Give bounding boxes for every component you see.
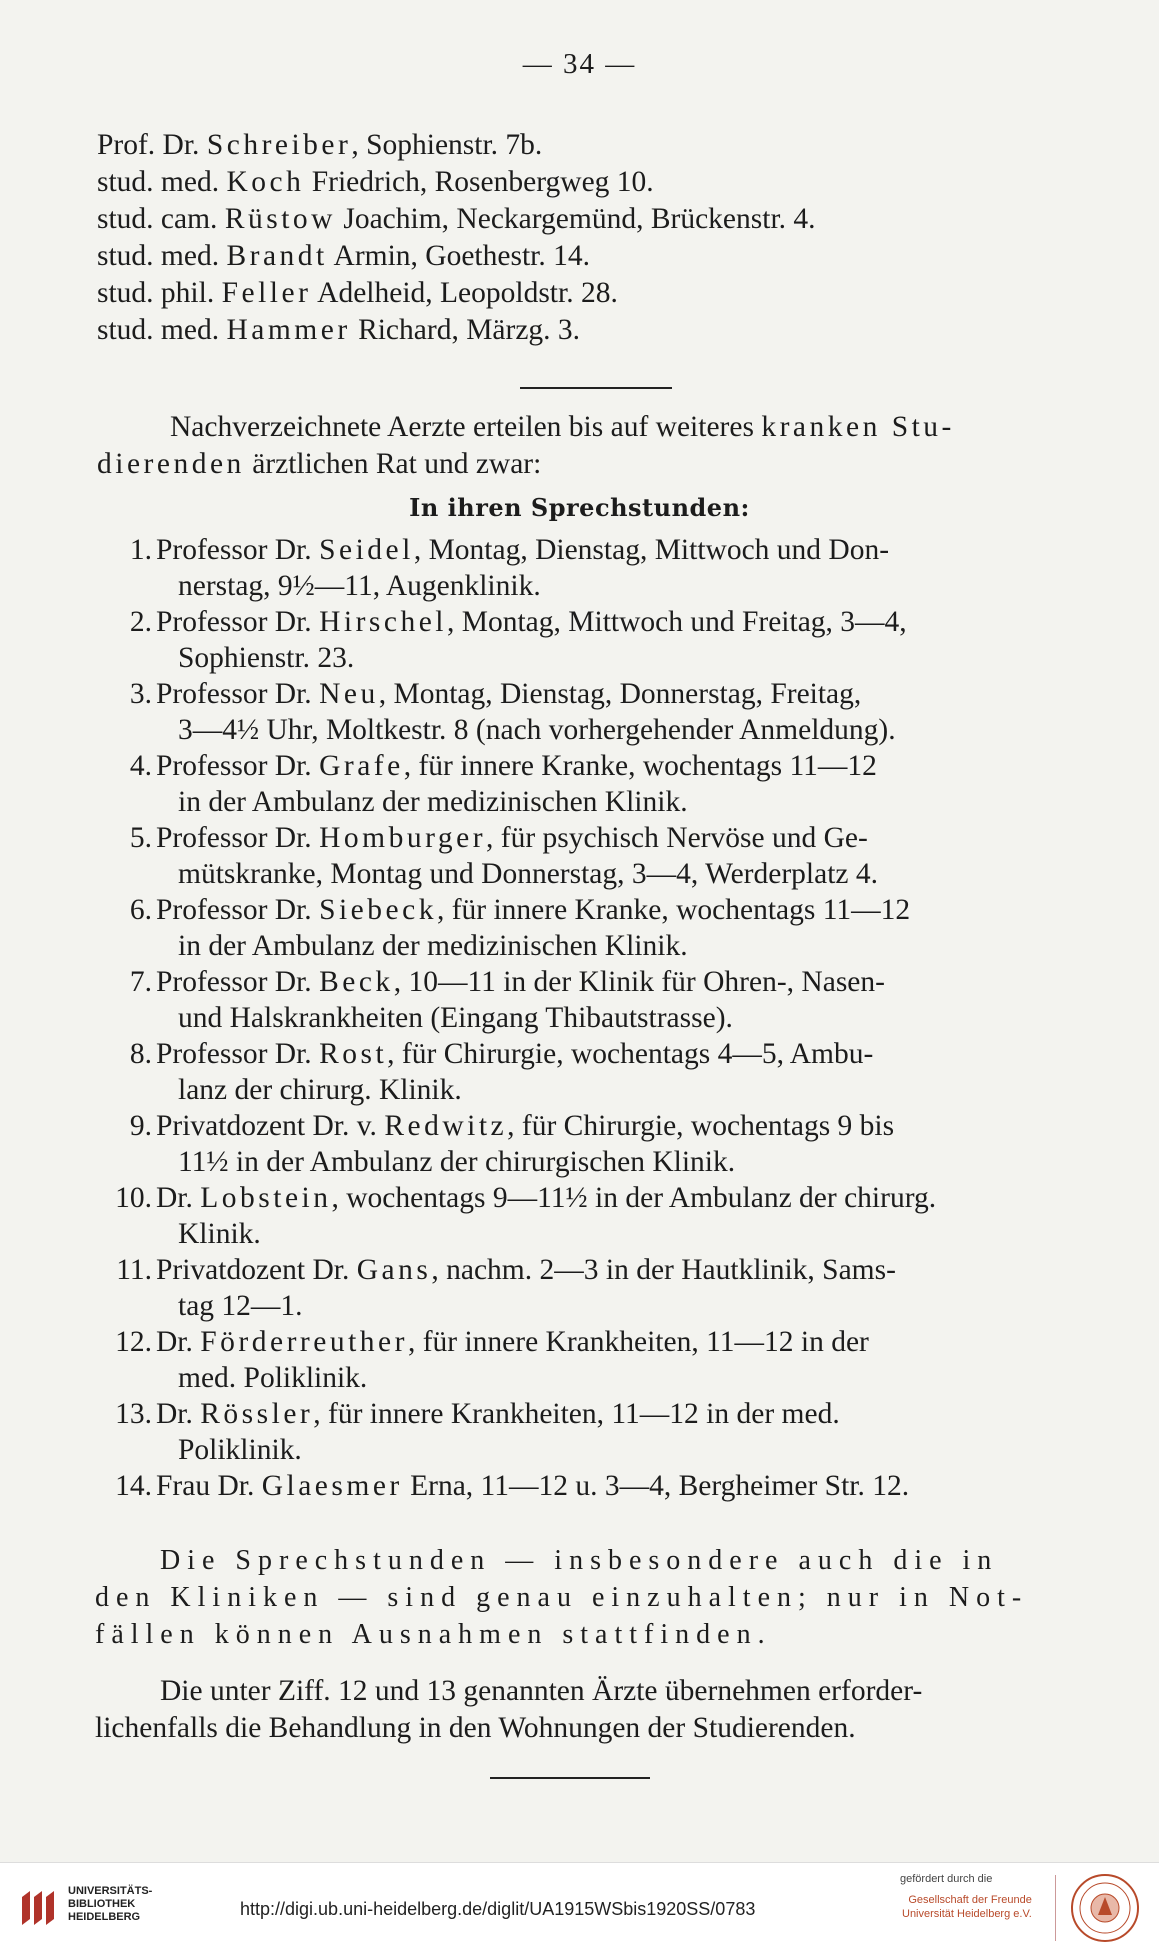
entry-number: 9. (129, 1110, 152, 1142)
intro-text-2: ärztlichen Rat und zwar: (244, 448, 542, 480)
consultation-entry (90, 1324, 1062, 1396)
entry-details: , Montag, Mittwoch und Freitag, 3—4, (447, 606, 907, 638)
student-line (97, 127, 542, 163)
student-address: Friedrich, Rosenbergweg 10. (304, 166, 654, 198)
entry-number: 14. (115, 1470, 152, 1502)
student-name: Brandt (226, 240, 328, 272)
entry-title: Dr. (156, 1326, 201, 1358)
consultation-entry (90, 892, 1062, 964)
entry-line-2: 3—4½ Uhr, Moltkestr. 8 (nach vorhergehender Anmeldung). (178, 714, 896, 746)
permalink[interactable]: http://digi.ub.uni-heidelberg.de/diglit/UA1915WSbis1920SS/0783 (240, 1899, 756, 1919)
entry-details: , nachm. 2—3 in der Hautklinik, Sams- (431, 1254, 896, 1286)
entry-line-2: und Halskrankheiten (Eingang Thibautstrasse). (178, 1002, 733, 1034)
entry-line-2: 11½ in der Ambulanz der chirurgischen Klinik. (178, 1146, 736, 1178)
student-address: Joachim, Neckargemünd, Brückenstr. 4. (335, 203, 816, 235)
student-address: Adelheid, Leopoldstr. 28. (311, 277, 618, 309)
student-line (97, 201, 816, 237)
entry-details: , für psychisch Nervöse und Ge- (486, 822, 868, 854)
entry-title: Frau Dr. (156, 1470, 262, 1502)
entry-number: 6. (129, 894, 152, 926)
consultation-entry (90, 604, 1062, 676)
entry-line-2: Klinik. (178, 1218, 261, 1250)
entry-number: 3. (129, 678, 152, 710)
entry-line-2: mütskranke, Montag und Donnerstag, 3—4, Werderplatz 4. (178, 858, 879, 890)
entry-title: Professor Dr. (156, 966, 320, 998)
funded-by: gefördert durch die (900, 1873, 993, 1885)
entry-line-1 (156, 820, 1062, 856)
consultation-entry (90, 964, 1062, 1036)
note-line: den Kliniken — sind genau einzuhalten; nur in Not- (95, 1582, 1029, 1613)
doctor-name: Neu (319, 678, 379, 710)
entry-line-1 (156, 1324, 1062, 1360)
entry-number: 11. (116, 1254, 152, 1286)
consultation-entry (90, 1468, 1062, 1540)
note-line: Die Sprechstunden — insbesondere auch die in (160, 1545, 999, 1576)
entry-line-1 (156, 1468, 1062, 1504)
entry-line-1 (156, 676, 1062, 712)
doctor-name: Gans (356, 1254, 432, 1286)
doctor-name: Förderreuther (200, 1326, 408, 1358)
student-line (97, 238, 590, 274)
entry-number: 13. (115, 1398, 152, 1430)
doctor-name: Homburger (319, 822, 487, 854)
student-title: stud. cam. (97, 203, 225, 235)
entry-details: , für innere Kranke, wochentags 11—12 (403, 750, 877, 782)
consultation-entry (90, 676, 1062, 748)
entry-details: , für Chirurgie, wochentags 4—5, Ambu- (387, 1038, 874, 1070)
doctor-name: Grafe (319, 750, 404, 782)
consultation-entry (90, 1036, 1062, 1108)
entry-line-1 (156, 1252, 1062, 1288)
note-line: Die unter Ziff. 12 und 13 genannten Ärzte übernehmen erforder- (160, 1675, 923, 1707)
doctor-name: Rössler (200, 1398, 314, 1430)
intro-line-1 (170, 409, 1065, 445)
entry-line-1 (156, 604, 1062, 640)
page-number: — 34 — (522, 48, 637, 80)
entry-line-2: tag 12—1. (178, 1290, 303, 1322)
entry-line-1 (156, 532, 1062, 568)
student-name: Hammer (226, 314, 351, 346)
consultation-entry (90, 748, 1062, 820)
entry-line-1 (156, 1036, 1062, 1072)
consultation-entry (90, 1108, 1062, 1180)
entry-details: , 10—11 in der Klinik für Ohren-, Nasen- (393, 966, 885, 998)
entry-details: Erna, 11—12 u. 3—4, Bergheimer Str. 12. (402, 1470, 910, 1502)
intro-spaced: kranken Stu- (761, 411, 955, 443)
entry-number: 12. (115, 1326, 152, 1358)
entry-title: Privatdozent Dr. (156, 1254, 357, 1286)
student-title: stud. med. (97, 240, 227, 272)
note-line: fällen können Ausnahmen stattfinden. (95, 1619, 772, 1650)
entry-line-1 (156, 1180, 1062, 1216)
entry-number: 10. (115, 1182, 152, 1214)
student-address: Richard, Märzg. 3. (350, 314, 581, 346)
entry-title: Professor Dr. (156, 894, 320, 926)
consultation-entry (90, 820, 1062, 892)
intro-text: Nachverzeichnete Aerzte erteilen bis auf weiteres (170, 411, 762, 443)
entry-line-2: nerstag, 9½—11, Augenklinik. (178, 570, 541, 602)
entry-line-1 (156, 964, 1062, 1000)
entry-details: , wochentags 9—11½ in der Ambulanz der chirurg. (331, 1182, 937, 1214)
entry-title: Professor Dr. (156, 606, 320, 638)
consultation-entry (90, 1180, 1062, 1252)
society-name: Gesellschaft der Freunde Universität Heidelberg e.V. (902, 1894, 1032, 1920)
entry-title: Professor Dr. (156, 534, 320, 566)
footer-bar (0, 1862, 1159, 1951)
student-name: Schreiber (206, 129, 352, 161)
entry-details: , für Chirurgie, wochentags 9 bis (507, 1110, 895, 1142)
student-title: Prof. Dr. (97, 129, 207, 161)
entry-title: Privatdozent Dr. v. (156, 1110, 385, 1142)
student-line (97, 164, 654, 200)
consultation-entry (90, 1396, 1062, 1468)
entry-details: , für innere Krankheiten, 11—12 in der med. (313, 1398, 840, 1430)
doctor-name: Seidel (319, 534, 414, 566)
section-heading: In ihren Sprechstunden: (409, 493, 750, 522)
entry-line-1 (156, 1108, 1062, 1144)
student-line (97, 312, 580, 348)
entry-number: 5. (129, 822, 152, 854)
entry-line-2: Poliklinik. (178, 1434, 302, 1466)
entry-line-2: in der Ambulanz der medizinischen Klinik. (178, 786, 688, 818)
library-name: UNIVERSITÄTS- BIBLIOTHEK HEIDELBERG (68, 1885, 153, 1923)
entry-details: , für innere Krankheiten, 11—12 in der (407, 1326, 869, 1358)
entry-title: Professor Dr. (156, 678, 320, 710)
consultation-entry (90, 1252, 1062, 1324)
separator-rule-top (520, 387, 672, 389)
entry-number: 1. (129, 534, 152, 566)
separator-rule-bottom (490, 1777, 650, 1779)
entry-details: , Montag, Dienstag, Donnerstag, Freitag, (378, 678, 862, 710)
entry-title: Professor Dr. (156, 750, 320, 782)
doctor-name: Rost (319, 1038, 388, 1070)
entry-title: Dr. (156, 1182, 201, 1214)
student-title: stud. med. (97, 314, 227, 346)
entry-details: , für innere Kranke, wochentags 11—12 (436, 894, 911, 926)
entry-details: , Montag, Dienstag, Mittwoch und Don- (413, 534, 890, 566)
student-name: Koch (226, 166, 305, 198)
consultation-entry (90, 532, 1062, 604)
student-address: , Sophienstr. 7b. (351, 129, 543, 161)
entry-line-2: med. Poliklinik. (178, 1362, 368, 1394)
entry-line-1 (156, 892, 1062, 928)
doctor-name: Beck (319, 966, 394, 998)
entry-line-2: Sophienstr. 23. (178, 642, 355, 674)
entry-line-2: in der Ambulanz der medizinischen Klinik. (178, 930, 688, 962)
student-title: stud. med. (97, 166, 227, 198)
entry-title: Professor Dr. (156, 822, 320, 854)
footer-divider (1055, 1875, 1056, 1941)
student-address: Armin, Goethestr. 14. (327, 240, 590, 272)
entry-number: 7. (129, 966, 152, 998)
doctor-name: Hirschel (319, 606, 447, 638)
student-title: stud. phil. (97, 277, 222, 309)
student-name: Rüstow (224, 203, 336, 235)
university-seal-icon (1070, 1873, 1140, 1943)
doctor-name: Glaesmer (261, 1470, 403, 1502)
doctor-name: Siebeck (319, 894, 437, 926)
entry-number: 4. (129, 750, 152, 782)
entry-number: 2. (129, 606, 152, 638)
doctor-name: Redwitz (384, 1110, 508, 1142)
student-line (97, 275, 618, 311)
entry-line-1 (156, 748, 1062, 784)
entry-number: 8. (129, 1038, 152, 1070)
entry-line-1 (156, 1396, 1062, 1432)
student-name: Feller (221, 277, 312, 309)
intro-line-2 (97, 446, 541, 482)
entry-title: Dr. (156, 1398, 201, 1430)
note-line: lichenfalls die Behandlung in den Wohnungen der Studierenden. (95, 1712, 856, 1744)
entry-line-2: lanz der chirurg. Klinik. (178, 1074, 462, 1106)
library-logo-icon (12, 1883, 62, 1933)
intro-spaced-2: dierenden (97, 448, 245, 480)
doctor-name: Lobstein (200, 1182, 332, 1214)
entry-title: Professor Dr. (156, 1038, 320, 1070)
